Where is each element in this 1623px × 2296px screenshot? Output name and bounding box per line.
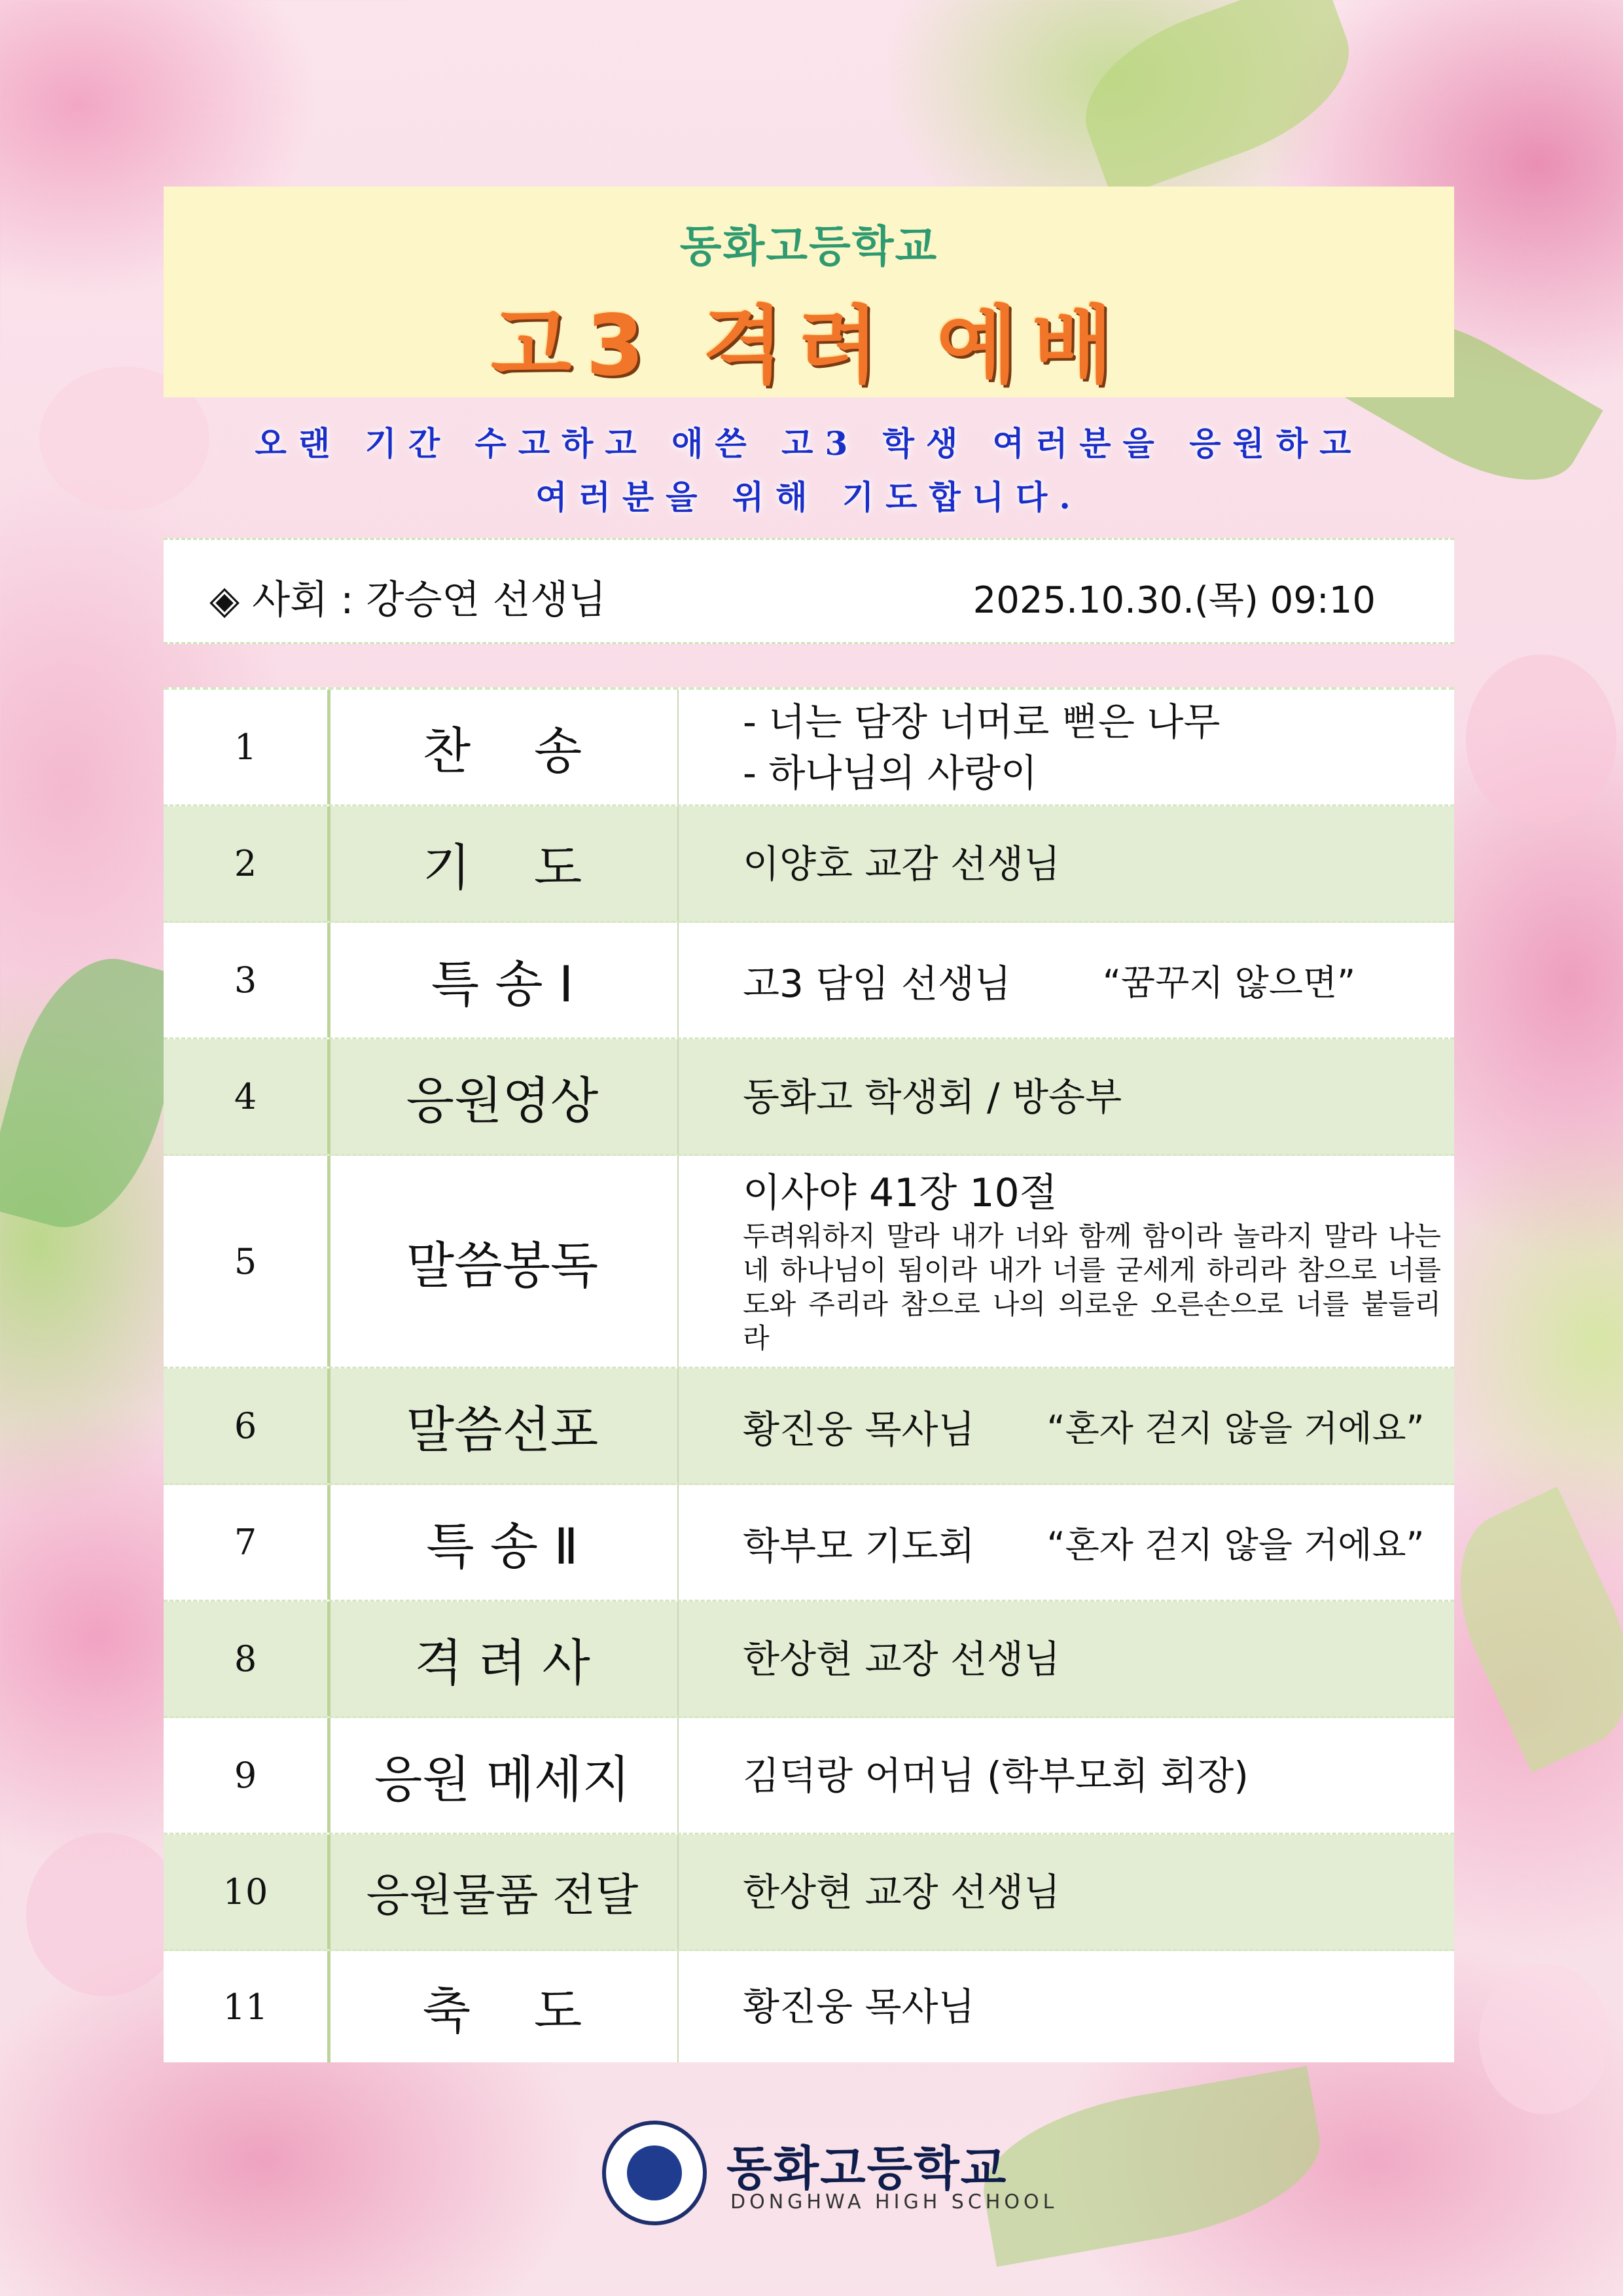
subtitle-line-1: 오랜 기간 수고하고 애쓴 고3 학생 여러분을 응원하고 [255,424,1363,463]
program-row [164,1369,1454,1485]
background-leaf [1427,1486,1623,1772]
row-number: 1 [234,726,257,768]
row-text: 김덕랑 어머님 (학부모회 회장) [743,1753,1249,1798]
row-description [677,1485,1454,1600]
row-description [677,690,1454,804]
scripture-text: 두려워하지 말라 내가 너와 함께 함이라 놀라지 말라 나는 네 하나님이 됨이라 내가 너를 굳세게 하리라 참으로 너를 도와 주리라 참으로 나의 의로운 오른손으로 너를 붙들리라 [743,1220,1441,1354]
row-number: 2 [234,843,257,884]
program-row [164,690,1454,806]
row-text: 한상현 교장 선생님 [743,1636,1061,1681]
row-item: 말씀봉독 [406,1236,599,1295]
program-row [164,1718,1454,1835]
row-text: 황진웅 목사님 [743,1407,975,1452]
event-datetime: 2025.10.30.(목) 09:10 [972,579,1376,622]
program-row [164,1156,1454,1369]
row-text: 황진웅 목사님 [743,1984,975,2029]
row-item: 기 도 [422,838,582,897]
scripture-reference: 이사야 41장 10절 [743,1170,1058,1216]
background-petal [1479,1964,1610,2114]
row-text: 동화고 학생회 / 방송부 [743,1074,1122,1119]
row-number: 6 [234,1405,257,1446]
program-row [164,1485,1454,1602]
row-number: 8 [234,1638,257,1679]
row-number: 3 [234,960,257,1001]
song-title: “꿈꾸지 않으면” [1102,962,1356,1003]
background-leaf [1063,0,1371,200]
page-title: 고3 격려 예배 [490,297,1128,395]
row-number: 5 [234,1240,257,1282]
row-description [677,1951,1454,2062]
row-description [677,1835,1454,1949]
song-title: “혼자 걷지 않을 거에요” [1046,1524,1425,1566]
subtitle-line-2: 여러분을 위해 기도합니다. [535,478,1082,516]
row-item: 응원영상 [406,1071,599,1130]
row-number: 4 [234,1076,257,1117]
row-description [677,806,1454,921]
title-banner [164,187,1454,397]
sermon-title: “혼자 걷지 않을 거에요” [1046,1408,1425,1449]
row-description [677,1602,1454,1716]
program-row [164,923,1454,1039]
school-name: 동화고등학교 [679,221,938,272]
row-text: 한상현 교장 선생님 [743,1869,1061,1914]
program-row [164,1835,1454,1951]
background-petal [1466,655,1616,825]
footer-english-name: DONGHWA HIGH SCHOOL [730,2191,1058,2214]
row-item: 축 도 [422,1981,582,2040]
row-number: 9 [234,1755,257,1796]
school-emblem-icon [602,2121,707,2225]
program-row [164,1951,1454,2062]
program-row [164,1039,1454,1156]
row-text: 고3 담임 선생님 [743,961,1011,1006]
school-logo [602,2117,1060,2229]
program-row [164,806,1454,923]
program-table [164,687,1454,2062]
row-number: 11 [223,1986,268,2028]
row-item: 말씀선포 [406,1401,599,1459]
footer-school-name: 동화고등학교 [726,2141,1008,2196]
row-text: 학부모 기도회 [743,1523,975,1568]
row-number: 10 [223,1871,268,1912]
host-bar [164,538,1454,644]
row-item: 특 송 Ⅰ [431,955,574,1013]
row-description [677,923,1454,1037]
row-text: 이양호 교감 선생님 [743,841,1061,886]
hymn-2: - 하나님의 사랑이 [743,750,1037,795]
row-item: 격 려 사 [414,1634,590,1692]
row-item: 찬 송 [422,722,582,780]
row-description [677,1718,1454,1833]
hymn-1: - 너는 담장 너머로 뻗은 나무 [743,699,1221,744]
row-description [677,1039,1454,1154]
row-item: 응원물품 전달 [366,1870,639,1922]
row-number: 7 [234,1522,257,1563]
host-label: ◈ 사회 : 강승연 선생님 [209,577,607,623]
row-description [677,1156,1454,1367]
program-row [164,1602,1454,1718]
row-item: 특 송 Ⅱ [426,1517,579,1575]
row-description [677,1369,1454,1483]
background-petal [26,1833,183,1996]
row-item: 응원 메세지 [374,1750,631,1808]
